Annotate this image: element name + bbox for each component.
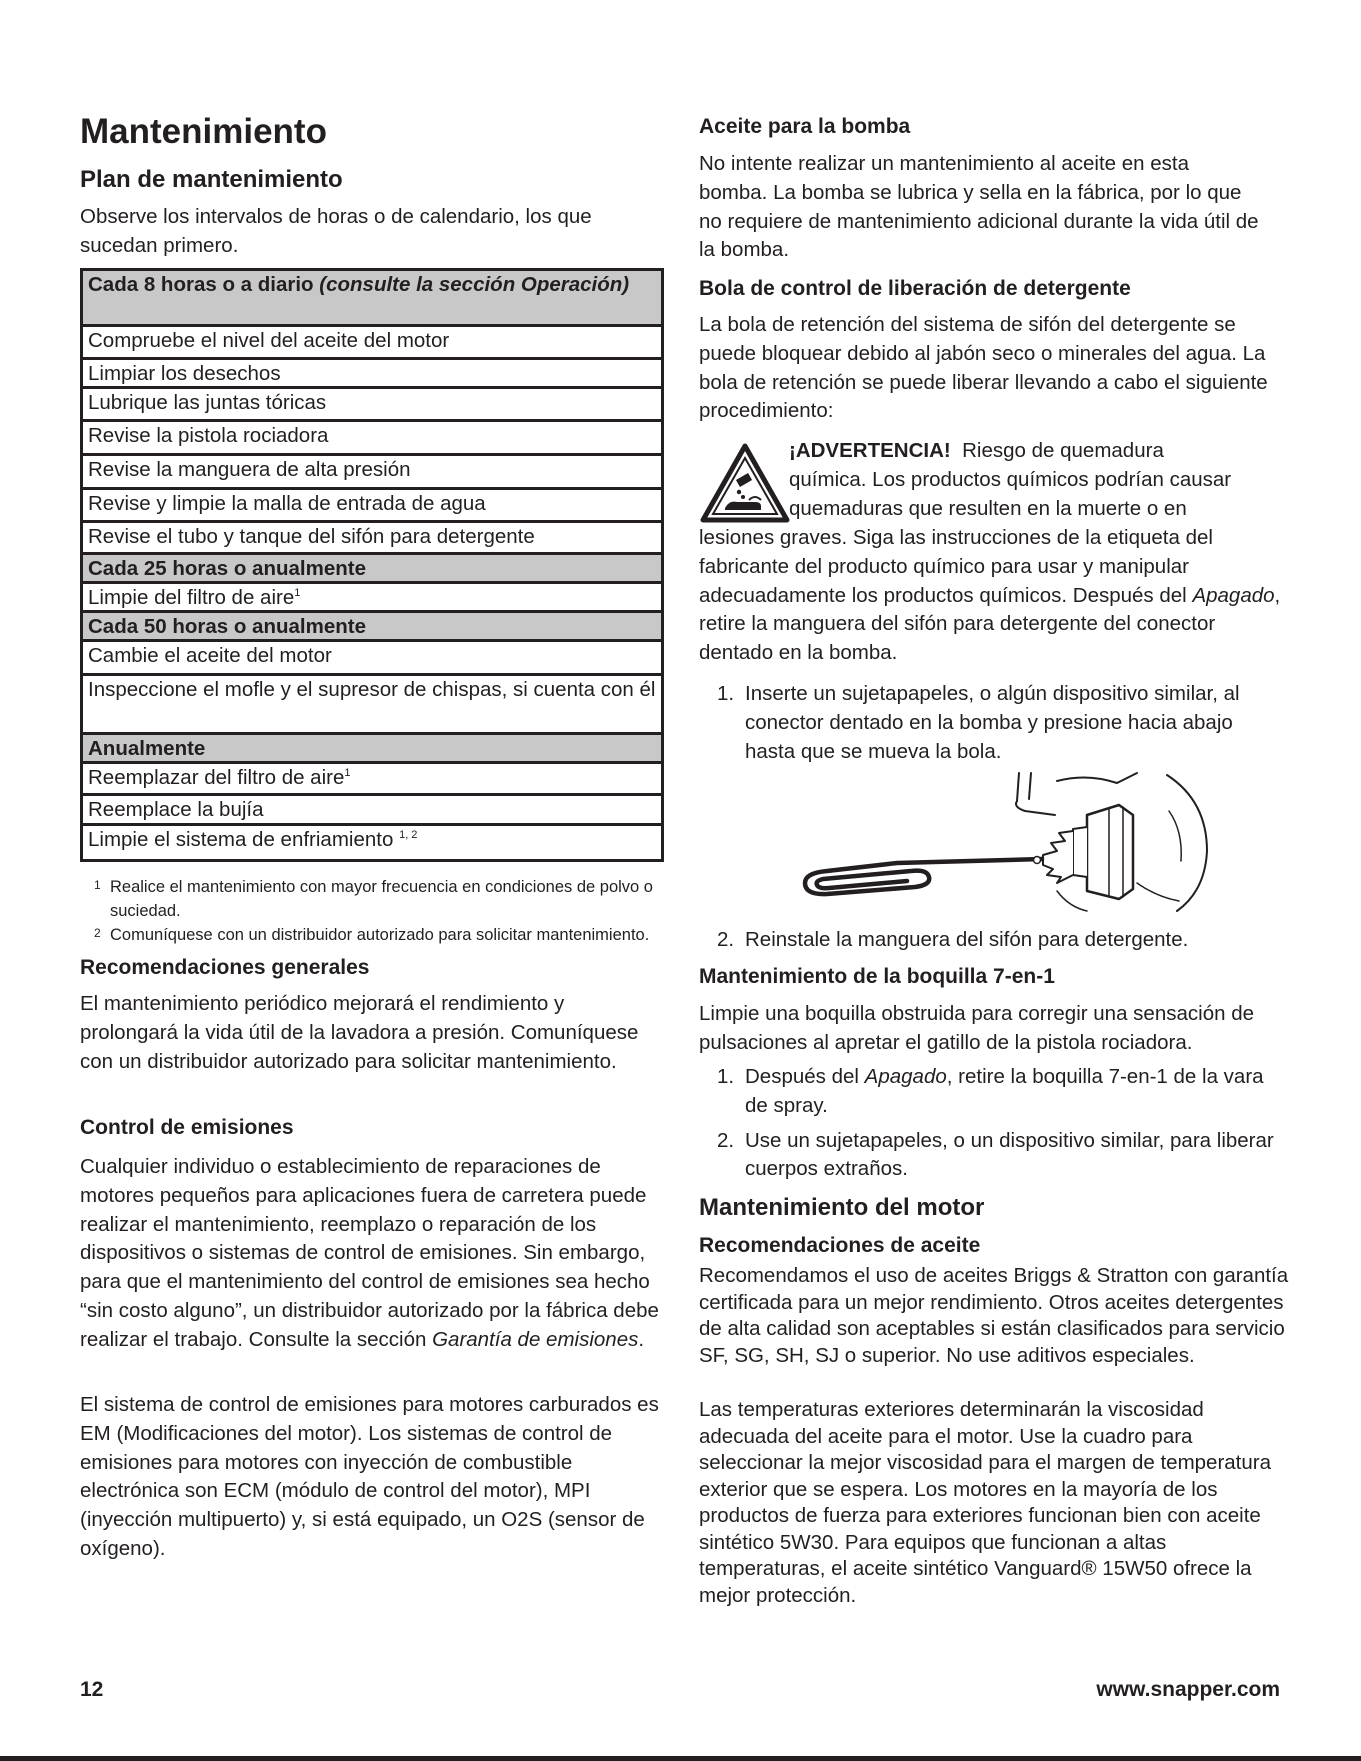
warning-label: ¡ADVERTENCIA! xyxy=(789,439,951,462)
table-header-annual: Anualmente xyxy=(83,735,661,764)
nozzle-steps xyxy=(699,1063,1281,1184)
detergent-heading: Bola de control de liberación de detergente xyxy=(699,277,1131,300)
detergent-text: La bola de retención del sistema de sifón del detergente se puede bloquear debido al jabón seco o minerales del agua. La bola de retención se puede liberar llevando a cabo el siguiente procedimiento: xyxy=(699,313,1268,423)
table-row: Revise la manguera de alta presión xyxy=(83,456,661,490)
warning-line-1: ¡ADVERTENCIA! Riesgo de quemadura xyxy=(789,439,1164,462)
plan-intro: Observe los intervalos de horas o de calendario, los que sucedan primero. xyxy=(80,205,592,257)
table-row: Inspeccione el mofle y el supresor de chispas, si cuenta con él xyxy=(83,676,661,735)
paperclip-illustration xyxy=(787,771,1213,917)
nozzle-text: Limpie una boquilla obstruida para corregir una sensación de pulsaciones al apretar el gatillo de la pistola rociadora. xyxy=(699,1002,1254,1054)
table-row: Lubrique las juntas tóricas xyxy=(83,389,661,422)
pump-oil-heading: Aceite para la bomba xyxy=(699,115,911,138)
engine-heading: Mantenimiento del motor xyxy=(699,1194,985,1221)
oil-paragraph-2: Las temperaturas exteriores determinarán la viscosidad adecuada del aceite para el motor. Use la cuadro para seleccionar la mejor viscosidad para el margen de temperatura exterior que se espera. Los motores en la mayoría de los productos de fuerza para exteriores funcionan bien con aceite sintético 5W30. Para equipos que funcionan a altas temperaturas, el aceite sintético Vanguard® 15W50 ofrece la mejor protección. xyxy=(699,1398,1272,1607)
table-row: Limpiar los desechos xyxy=(83,360,661,389)
table-row: Reemplazar del filtro de aire$^1$ xyxy=(83,764,661,796)
warning-line-3: quemaduras que resulten en la muerte o en xyxy=(789,497,1187,520)
page-number: 12 xyxy=(80,1678,104,1701)
table-row: Revise la pistola rociadora xyxy=(83,422,661,456)
table-row: Compruebe el nivel del aceite del motor xyxy=(83,327,661,360)
detergent-steps-continued xyxy=(699,926,1281,955)
detergent-steps xyxy=(699,680,1281,766)
oil-heading: Recomendaciones de aceite xyxy=(699,1234,981,1257)
table-row: Limpie el sistema de enfriamiento $^{1, 2}$ xyxy=(88,828,418,851)
footnote-1: 1 Realice el mantenimiento con mayor frecuencia en condiciones de polvo o suciedad. xyxy=(94,878,653,920)
table-header-8h: Cada 8 horas o a diario (consulte la sección Operación) xyxy=(83,271,661,327)
page-title: Mantenimiento xyxy=(80,112,327,151)
table-row: Revise el tubo y tanque del sifón para detergente xyxy=(83,523,661,555)
bottom-rule xyxy=(0,1756,1361,1761)
list-item: 2. Use un sujetapapeles, o un dispositivo similar, para liberar cuerpos extraños. xyxy=(717,1128,1274,1181)
table-row: Revise y limpie la malla de entrada de agua xyxy=(83,490,661,523)
footer-url[interactable]: www.snapper.com xyxy=(1096,1678,1280,1701)
plan-heading: Plan de mantenimiento xyxy=(80,166,343,193)
emissions-paragraph-1: Cualquier individuo o establecimiento de reparaciones de motores pequeños para aplicaciones fuera de carretera puede realizar el mantenimiento, reemplazo o reparación de los dispositivos o sistemas de control de emisiones. Sin embargo, para que el mantenimiento del control de emisiones sea hecho “sin costo alguno”, un distribuidor autorizado por la fábrica debe realizar el trabajo. Consulte la sección Garantía de emisiones. xyxy=(80,1155,659,1351)
warning-text: lesiones graves. Siga las instrucciones de la etiqueta del fabricante del producto químico para usar y manipular adecuadamente los productos químicos. Después del Apagado, retire la manguera del sifón para detergente del conector dentado en la bomba. xyxy=(699,526,1281,665)
maintenance-table xyxy=(80,268,664,862)
general-heading: Recomendaciones generales xyxy=(80,956,370,979)
table-header-25h: Cada 25 horas o anualmente xyxy=(83,555,661,584)
warning-line-2: química. Los productos químicos podrían causar xyxy=(789,468,1232,491)
general-text: El mantenimiento periódico mejorará el rendimiento y prolongará la vida útil de la lavadora a presión. Comuníquese con un distribuidor autorizado para solicitar mantenimiento. xyxy=(80,992,639,1073)
table-header-50h: Cada 50 horas o anualmente xyxy=(83,613,661,642)
footnote-2: 2 Comuníquese con un distribuidor autorizado para solicitar mantenimiento. xyxy=(94,926,650,944)
emissions-heading: Control de emisiones xyxy=(80,1116,294,1139)
oil-paragraph-1: Recomendamos el uso de aceites Briggs & Stratton con garantía certificada para un mejor rendimiento. Otros aceites detergentes de alta calidad son aceptables si están clasificados para servicio SF, SG, SH, SJ o superior. No use aditivos especiales. xyxy=(699,1264,1289,1367)
table-row: Reemplace la bujía xyxy=(83,796,661,826)
list-item: 1. Inserte un sujetapapeles, o algún dispositivo similar, al conector dentado en la bomba y presione hacia abajo hasta que se mueva la bola. xyxy=(717,682,1240,763)
emissions-paragraph-2: El sistema de control de emisiones para motores carburados es EM (Modificaciones del motor). Los sistemas de control de emisiones para motores con inyección de combustible electrónica son ECM (módulo de control del motor), MPI (inyección multipuerto) y, si está equipado, un O2S (sensor de oxígeno). xyxy=(80,1393,659,1560)
warning-chemical-burn-icon xyxy=(699,442,791,524)
nozzle-heading: Mantenimiento de la boquilla 7-en-1 xyxy=(699,965,1055,988)
pump-oil-text: No intente realizar un mantenimiento al aceite en esta bomba. La bomba se lubrica y sella en la fábrica, por lo que no requiere de mantenimiento adicional durante la vida útil de la bomba. xyxy=(699,152,1259,262)
list-item: 2. Reinstale la manguera del sifón para detergente. xyxy=(717,928,1189,951)
list-item: 1. Después del Apagado, retire la boquilla 7-en-1 de la vara de spray. xyxy=(717,1065,1264,1117)
table-row: Limpie del filtro de aire$^1$ xyxy=(83,584,661,613)
table-row: Cambie el aceite del motor xyxy=(83,642,661,676)
